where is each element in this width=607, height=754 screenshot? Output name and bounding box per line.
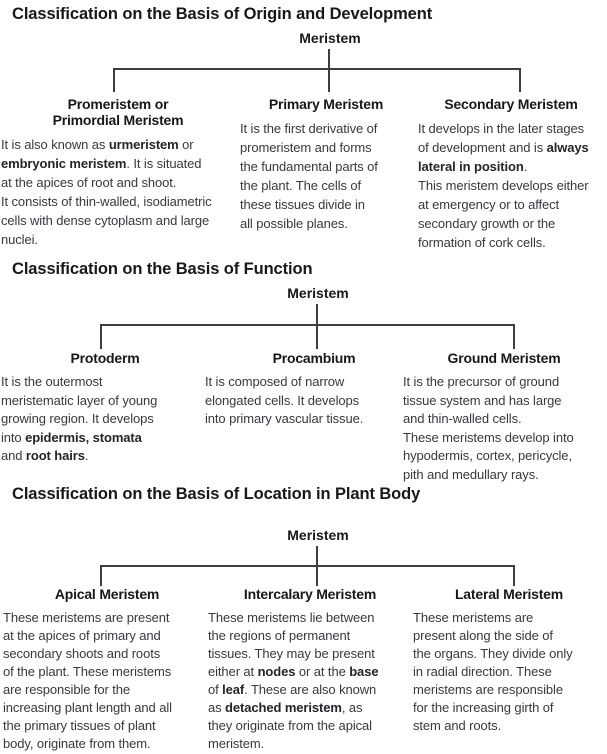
branch-description: It is also known as urmeristem or embryonic meristem. It is situated at the apices of root and shoot. It consists of thin-walled, isodiametric cells with dense cytoplasm and large nuclei. [1, 137, 212, 247]
tree-horizontal-line [100, 324, 515, 326]
tree-branch-line-left [113, 68, 115, 92]
branch-description: It is the first derivative of promeristem and forms the fundamental parts of the plant. The cells of these tissues divide in all possible planes. [240, 121, 378, 231]
branch-procambium [205, 350, 423, 429]
branch-description: It is the outermost meristematic layer of young growing region. It develops into epidermis, stomata and root hairs. [1, 374, 158, 463]
tree-branch-line-middle [316, 565, 318, 586]
branch-intercalary-meristem [208, 586, 412, 753]
branch-description: These meristems lie between the regions of permanent tissues. They may be present either at nodes or at the base of leaf. These are also known as detached meristem, as they originate from the apical meristem. [208, 610, 379, 751]
tree-branch-line-right [513, 324, 515, 349]
branch-description: These meristems are present along the side of the organs. They divide only in radial direction. These meristems are responsible for the increasing girth of stem and roots. [413, 610, 573, 733]
branch-heading: Procambium [272, 350, 356, 366]
tree-branch-line-middle [316, 324, 318, 349]
branch-description: It develops in the later stages of development and is always lateral in position. This meristem develops either at emergency or to affect secondary growth or the formation of cork cells. [418, 121, 589, 250]
branch-primary-meristem [240, 96, 412, 233]
branch-heading: Promeristem or Primordial Meristem [52, 96, 184, 128]
branch-description: It is the precursor of ground tissue system and has large and thin-walled cells. These meristems develop into hypodermis, cortex, pericycle, pith and medullary rays. [403, 374, 574, 482]
section-title: Classification on the Basis of Origin and Development [12, 5, 433, 23]
branch-heading: Protoderm [70, 350, 140, 366]
tree-horizontal-line [113, 68, 521, 70]
branch-description: These meristems are present at the apices of primary and secondary shoots and roots of the plant. These meristems are responsible for the increasing plant length and all the primary tissues of plant body, originate from them. [3, 610, 172, 751]
tree-branch-line-right [519, 68, 521, 92]
branch-heading: Lateral Meristem [454, 586, 564, 602]
branch-heading: Intercalary Meristem [243, 586, 377, 602]
tree-branch-line-middle [328, 68, 330, 92]
branch-heading: Apical Meristem [54, 586, 160, 602]
branch-description: It is composed of narrow elongated cells. It develops into primary vascular tissue. [205, 374, 364, 426]
branch-promeristem [1, 96, 235, 249]
branch-lateral-meristem [413, 586, 605, 735]
branch-protoderm [1, 350, 209, 466]
branch-ground-meristem [403, 350, 605, 484]
tree-root-stub-line [316, 304, 318, 325]
branch-secondary-meristem [418, 96, 604, 252]
tree-branch-line-left [100, 565, 102, 586]
tree-root-stub-line [316, 546, 318, 566]
branch-heading: Secondary Meristem [444, 96, 578, 112]
tree-branch-line-left [100, 324, 102, 349]
branch-heading: Ground Meristem [447, 350, 561, 366]
section-title: Classification on the Basis of Function [12, 260, 313, 278]
tree-root-label: Meristem [299, 30, 361, 46]
tree-root-label: Meristem [287, 285, 349, 301]
tree-horizontal-line [100, 565, 515, 567]
branch-heading: Primary Meristem [268, 96, 384, 112]
tree-branch-line-right [513, 565, 515, 586]
tree-root-stub-line [328, 49, 330, 69]
section-title: Classification on the Basis of Location in Plant Body [12, 485, 421, 503]
tree-root-label: Meristem [287, 527, 349, 543]
branch-apical-meristem [3, 586, 211, 753]
